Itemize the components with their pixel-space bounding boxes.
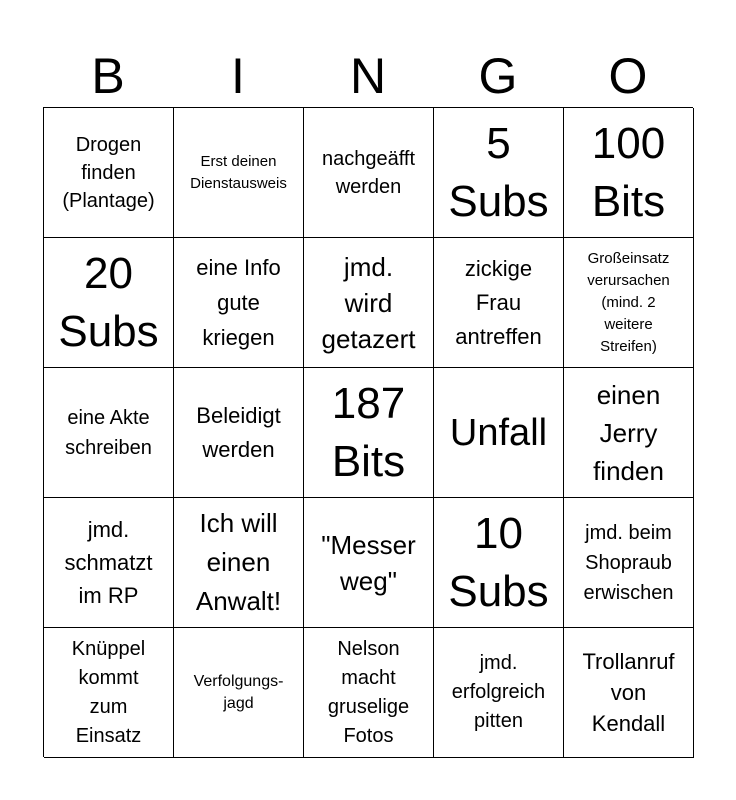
bingo-cell[interactable]	[44, 628, 174, 758]
bingo-cell-text: 187 Bits	[331, 378, 406, 486]
bingo-cell[interactable]	[564, 498, 694, 628]
bingo-cell[interactable]	[44, 368, 174, 498]
bingo-cell-text: zickige Frau antreffen	[455, 255, 542, 349]
bingo-grid	[43, 107, 693, 757]
bingo-cell-text: Trollanruf von Kendall	[582, 649, 675, 736]
header-letter-b: B	[91, 48, 125, 104]
header-letter-i: I	[231, 48, 245, 104]
header-letter-n: N	[349, 48, 387, 104]
bingo-header	[43, 44, 693, 108]
bingo-cell[interactable]	[564, 368, 694, 498]
bingo-cell[interactable]	[434, 238, 564, 368]
bingo-cell[interactable]	[174, 498, 304, 628]
bingo-cell-text: Erst deinen Dienstausweis	[190, 152, 287, 192]
bingo-cell[interactable]	[304, 628, 434, 758]
bingo-cell[interactable]	[44, 108, 174, 238]
bingo-cell[interactable]	[304, 368, 434, 498]
bingo-cell[interactable]	[304, 238, 434, 368]
bingo-cell-text: 10 Subs	[448, 508, 549, 616]
bingo-cell[interactable]	[564, 628, 694, 758]
bingo-cell[interactable]	[44, 238, 174, 368]
bingo-cell[interactable]	[434, 628, 564, 758]
bingo-cell-text: jmd. wird getazert	[321, 251, 416, 354]
bingo-cell-text: Beleidigt werden	[196, 402, 281, 462]
bingo-cell-text: Knüppel kommt zum Einsatz	[71, 637, 146, 747]
bingo-cell-text: nachgeäfft werden	[321, 147, 416, 198]
bingo-cell-text: "Messer weg"	[321, 529, 416, 596]
bingo-cell[interactable]	[434, 368, 564, 498]
bingo-cell[interactable]	[174, 238, 304, 368]
header-letter-o: O	[608, 48, 648, 104]
bingo-cell-text: 5 Subs	[448, 118, 549, 226]
bingo-cell[interactable]	[304, 108, 434, 238]
bingo-cell[interactable]	[434, 498, 564, 628]
bingo-cell[interactable]	[174, 368, 304, 498]
bingo-cell-text: jmd. erfolgreich pitten	[451, 652, 546, 732]
bingo-cell[interactable]	[564, 238, 694, 368]
bingo-cell-text: jmd. schmatzt im RP	[64, 517, 153, 608]
bingo-cell-text: Ich will einen Anwalt!	[195, 508, 282, 616]
bingo-cell[interactable]	[174, 628, 304, 758]
bingo-cell-text: eine Info gute kriegen	[196, 255, 281, 350]
bingo-cell[interactable]	[434, 108, 564, 238]
bingo-cell[interactable]	[174, 108, 304, 238]
bingo-cell[interactable]	[564, 108, 694, 238]
bingo-cell-text: jmd. beim Shopraub erwischen	[583, 521, 674, 604]
bingo-cell[interactable]	[44, 498, 174, 628]
bingo-cell-text: eine Akte schreiben	[65, 406, 152, 459]
bingo-cell[interactable]	[304, 498, 434, 628]
bingo-cell-text: Nelson macht gruselige Fotos	[327, 637, 410, 747]
bingo-cell-text: Drogen finden (Plantage)	[62, 133, 155, 212]
header-letter-g: G	[478, 48, 518, 104]
bingo-cell-text: Unfall	[449, 411, 548, 454]
bingo-cell-text: einen Jerry finden	[593, 379, 664, 486]
bingo-cell-text: Großeinsatz verursachen (mind. 2 weitere Streifen)	[587, 249, 670, 355]
bingo-cell-text: 100 Bits	[591, 118, 666, 226]
bingo-cell-text: Verfolgungs- jagd	[193, 672, 284, 712]
bingo-cell-text: 20 Subs	[58, 248, 159, 356]
